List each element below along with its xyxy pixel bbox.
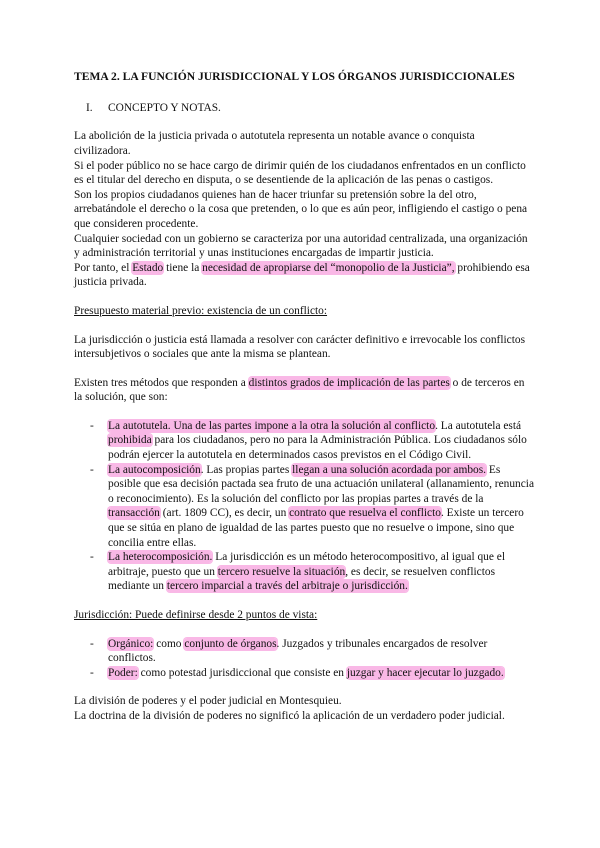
list-item-autocomposicion: - La autocomposición. Las propias partes llegan a una solución acordada por ambos. Es posible que esa decisión pactada sea fruto de una actuación unilateral (allanamiento, renuncia o reconocimiento). Es la solución del conflicto por las propias partes a través de la transacción (art. 1809 CC), es decir, un contrato que resuelva el conflicto. Existe un tercero que se sitúa en plano de igualdad de las partes puesto que no resuelve o impone, sino que concilia entre ellas. bbox=[74, 463, 534, 551]
highlight-monopolio: necesidad de apropiarse del “monopolio de la Justicia”, bbox=[202, 261, 455, 274]
intro-p4: Cualquier sociedad con un gobierno se caracteriza por una autoridad centralizada, una organización y administración territorial y unas instituciones encargadas de impartir justicia. bbox=[74, 232, 528, 260]
section-label: CONCEPTO Y NOTAS. bbox=[108, 101, 221, 114]
list-item-autotutela: - La autotutela. Una de las partes impone a la otra la solución al conflicto. La autotutela está prohibida para los ciudadanos, pero no para la Administración Pública. Los ciudadanos sólo podrán ejercer la autotutela en determinados casos previstos en el Código Civil. bbox=[74, 419, 534, 463]
metodos-intro: Existen tres métodos que responden a distintos grados de implicación de las partes o de terceros en la solución, que son: bbox=[74, 376, 525, 404]
intro-p2: Si el poder público no se hace cargo de dirimir quién de los ciudadanos enfrentados en un conflicto es el titular del derecho en disputa, o se desentiende de la aplicación de las penas o castigos. bbox=[74, 159, 526, 187]
document-title: TEMA 2. LA FUNCIÓN JURISDICCIONAL Y LOS ÓRGANOS JURISDICCIONALES bbox=[74, 70, 515, 83]
jurisdiccion-heading: Jurisdicción: Puede definirse desde 2 puntos de vista: bbox=[74, 609, 318, 622]
section-heading bbox=[74, 101, 534, 116]
intro-p5: Por tanto, el Estado tiene la necesidad de apropiarse del “monopolio de la Justicia”, prohibiendo esa justicia privada. bbox=[74, 261, 530, 289]
jurisdiccion-list bbox=[74, 637, 534, 681]
presupuesto-block bbox=[74, 304, 534, 405]
closing-p2: La doctrina de la división de poderes no significó la aplicación de un verdadero poder judicial. bbox=[74, 709, 505, 722]
intro-p3: Son los propios ciudadanos quienes han de hacer triunfar su pretensión sobre la del otro, arrebatándole el derecho o la cosa que pretenden, o lo que es aún peor, infligiendo el castigo o pena que consideren procedente. bbox=[74, 188, 528, 230]
list-item-heterocomposicion: - La heterocomposición. La jurisdicción es un método heterocompositivo, al igual que el arbitraje, puesto que un tercero resuelve la situación, es decir, se resuelven conflictos mediante un tercero imparcial a través del arbitraje o jurisdicción. bbox=[74, 550, 534, 594]
presupuesto-heading: Presupuesto material previo: existencia de un conflicto: bbox=[74, 304, 328, 317]
presupuesto-text: La jurisdicción o justicia está llamada a resolver con carácter definitivo e irrevocable los conflictos intersubjetivos o sociales que ante la misma se plantean. bbox=[74, 333, 526, 361]
closing-p1: La división de poderes y el poder judicial en Montesquieu. bbox=[74, 695, 342, 708]
metodos-list bbox=[74, 419, 534, 594]
intro-p1: La abolición de la justicia privada o autotutela representa un notable avance o conquista civilizadora. bbox=[74, 130, 475, 157]
list-item-organico: - Orgánico: como conjunto de órganos. Juzgados y tribunales encargados de resolver conflictos. bbox=[74, 637, 534, 666]
highlight-estado: Estado bbox=[132, 261, 164, 274]
list-item-poder: - Poder: como potestad jurisdiccional que consiste en juzgar y hacer ejecutar lo juzgado. bbox=[74, 666, 534, 681]
section-numeral: I. bbox=[86, 101, 93, 114]
highlight-grados: distintos grados de implicación de las partes bbox=[248, 376, 450, 389]
document-page bbox=[74, 70, 534, 724]
intro-paragraphs bbox=[74, 129, 534, 290]
